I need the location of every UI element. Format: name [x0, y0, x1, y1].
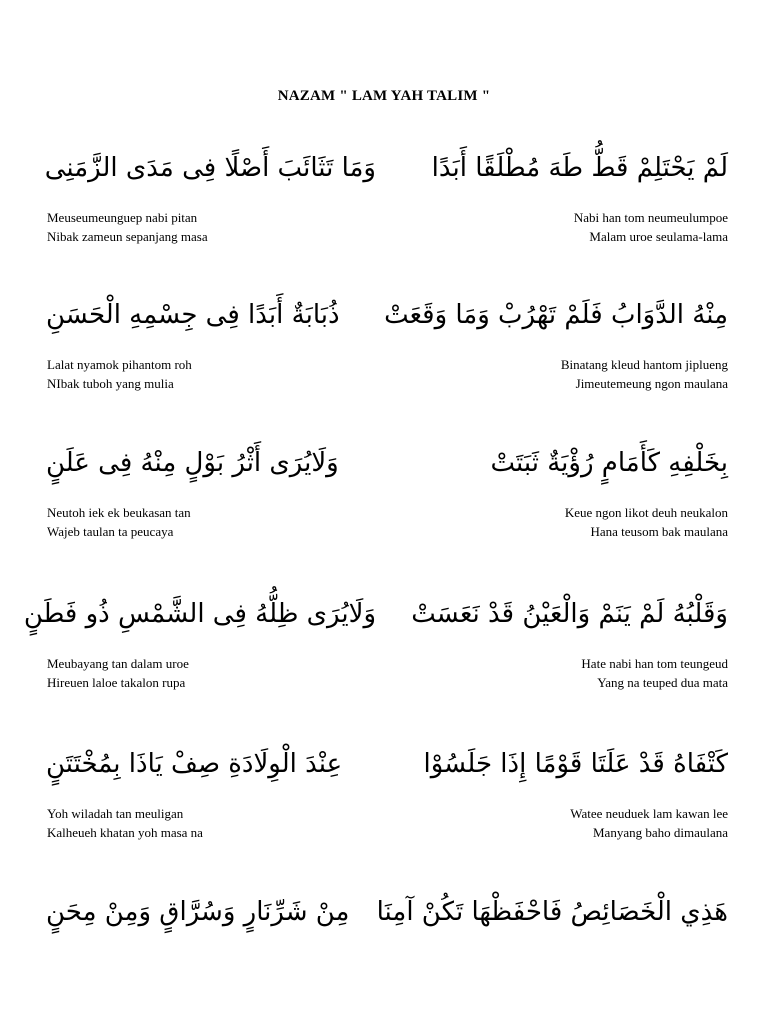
translation-left — [47, 208, 208, 246]
stanza-4 — [0, 592, 768, 712]
arabic-verse-left: وَلَايُرَى ظِلُّهُ فِى الشَّمْسِ ذُو فَطَنٍ — [23, 599, 376, 629]
translation-right — [570, 804, 728, 842]
arabic-verse-left: ذُبَابَةٌ أَبَدًا فِى جِسْمِهِ الْحَسَنِ — [46, 300, 340, 330]
translation-line: Jimeutemeung ngon maulana — [575, 376, 728, 391]
translation-line: Malam uroe seulama-lama — [589, 229, 728, 244]
page-title: NAZAM " LAM YAH TALIM " — [277, 88, 491, 104]
translation-line: Lalat nyamok pihantom roh — [47, 357, 192, 372]
translation-line: Meubayang tan dalam uroe — [47, 656, 189, 671]
translation-line: Watee neuduek lam kawan lee — [570, 806, 728, 821]
stanza-2 — [0, 293, 768, 413]
translation-line: Meuseumeunguep nabi pitan — [47, 210, 198, 225]
arabic-verse-left: مِنْ شَرِّنَارٍ وَسُرَّاقٍ وَمِنْ مِحَنٍ — [46, 897, 350, 927]
translation-line: NIbak tuboh yang mulia — [47, 376, 174, 391]
translation-line: Neutoh iek ek beukasan tan — [47, 505, 191, 520]
translation-line: Hana teusom bak maulana — [590, 524, 728, 539]
arabic-verse-left: عِنْدَ الْوِلَادَةِ صِفْ يَاذَا بِمُخْتَتَنٍ — [46, 749, 343, 779]
translation-right — [574, 208, 728, 246]
arabic-verse-left: وَلَايُرَى أَثْرُ بَوْلٍ مِنْهُ فِى عَلَنٍ — [46, 448, 339, 478]
translation-line: Keue ngon likot deuh neukalon — [564, 505, 728, 520]
arabic-verse-left: وَمَا تَثَائَبَ أَصْلًا فِى مَدَى الزَّمَنِى — [44, 153, 376, 183]
arabic-verse-right: بِخَلْفِهِ كَأَمَامٍ رُؤْيَةٌ ثَبَتَتْ — [490, 448, 728, 478]
translation-left — [47, 355, 192, 393]
translation-line: Hate nabi han tom teungeud — [581, 656, 728, 671]
translation-right — [565, 503, 728, 541]
arabic-verse-right: وَقَلْبُهُ لَمْ يَنَمْ وَالْعَيْنُ قَدْ نَعَسَتْ — [411, 599, 728, 629]
translation-left — [47, 654, 189, 692]
translation-line: Yang na teuped dua mata — [597, 675, 728, 690]
stanza-1 — [0, 146, 768, 266]
translation-line: Kalheueh khatan yoh masa na — [47, 825, 203, 840]
translation-line: Binatang kleud hantom jiplueng — [560, 357, 728, 372]
translation-line: Nabi han tom neumeulumpoe — [573, 210, 728, 225]
stanza-3 — [0, 441, 768, 561]
translation-right — [561, 355, 728, 393]
arabic-verse-right: لَمْ يَحْتَلِمْ قَطُّ طَهَ مُطْلَقًا أَبَدًا — [431, 153, 728, 183]
arabic-verse-right: كَتْفَاهُ قَدْ عَلَتَا قَوْمًا إِذَا جَلَسُوْا — [423, 749, 728, 779]
arabic-verse-right: مِنْهُ الدَّوَابُ فَلَمْ تَهْرُبْ وَمَا وَقَعَتْ — [384, 300, 728, 330]
translation-line: Nibak zameun sepanjang masa — [47, 229, 208, 244]
translation-left — [47, 503, 191, 541]
translation-line: Yoh wiladah tan meuligan — [47, 806, 184, 821]
translation-line: Wajeb taulan ta peucaya — [47, 524, 174, 539]
translation-line: Hireuen laloe takalon rupa — [47, 675, 186, 690]
stanza-5 — [0, 742, 768, 862]
translation-right — [581, 654, 728, 692]
translation-left — [47, 804, 203, 842]
translation-line: Manyang baho dimaulana — [592, 825, 728, 840]
arabic-verse-right: هَذِي الْخَصَائِصُ فَاحْفَظْهَا تَكُنْ آمِنَا — [376, 897, 728, 927]
stanza-6 — [0, 890, 768, 1010]
